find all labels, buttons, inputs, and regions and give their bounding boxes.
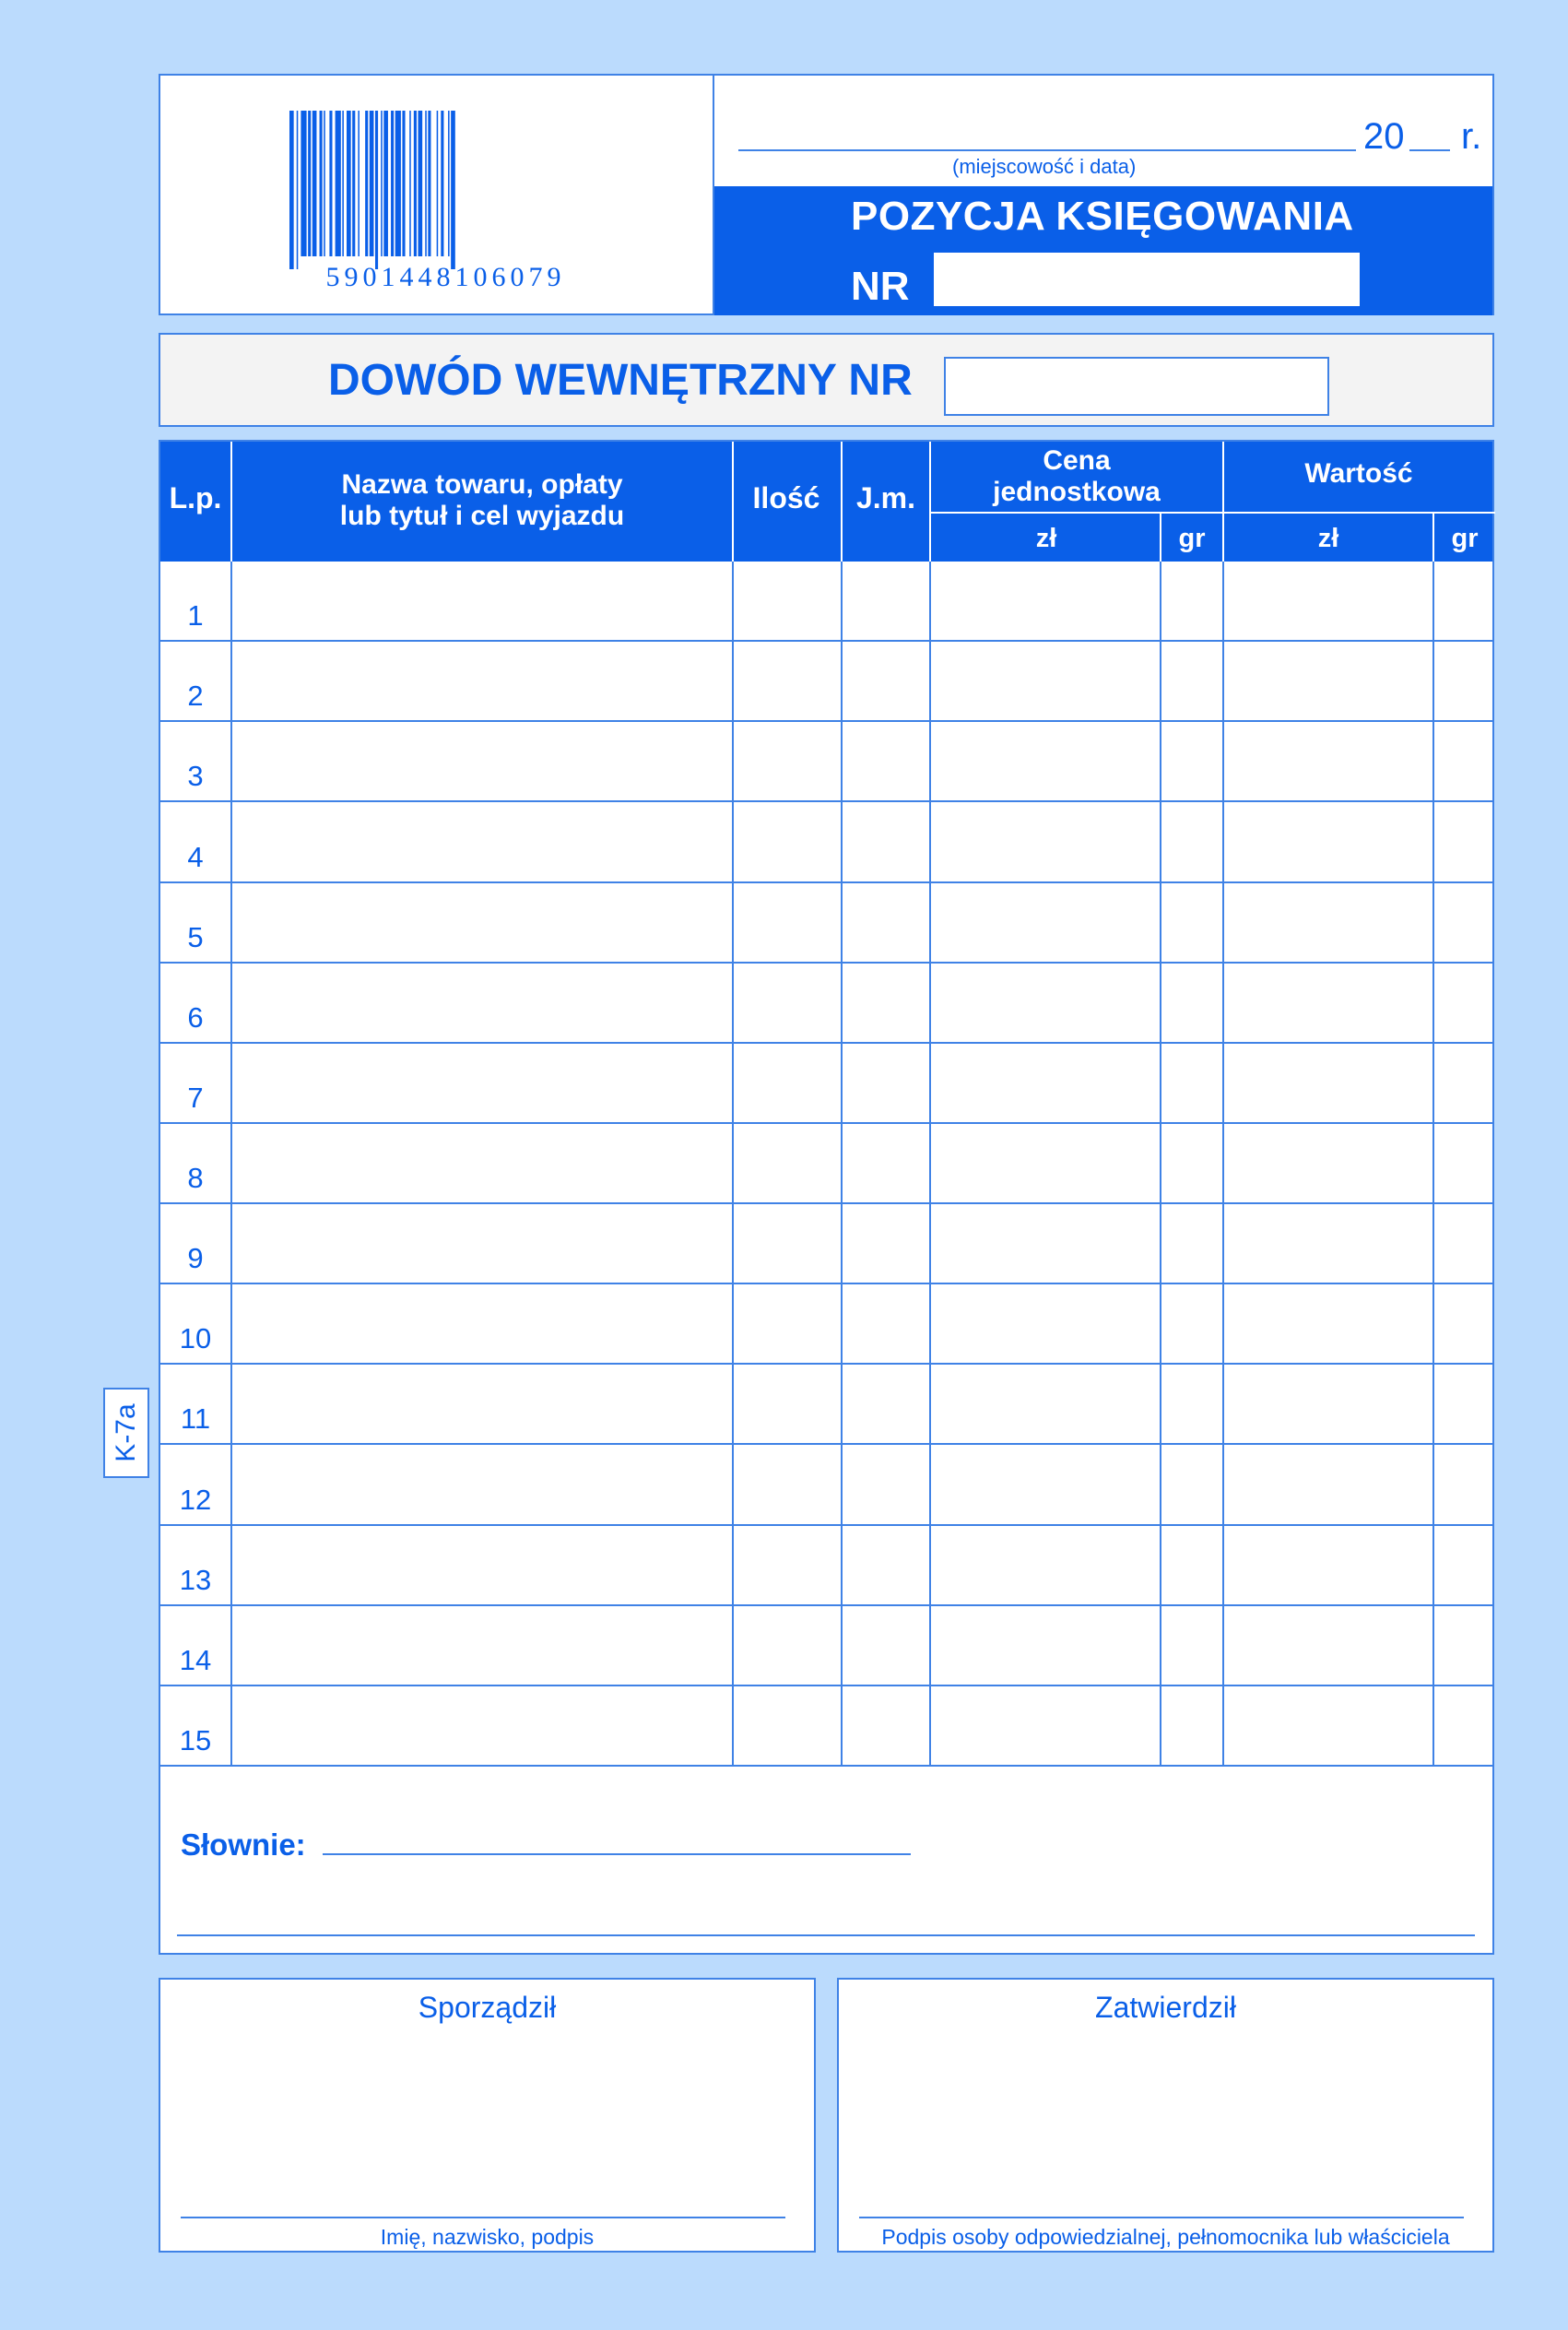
- barcode-bar: [352, 111, 355, 256]
- barcode-bar: [347, 111, 351, 256]
- table-row[interactable]: [160, 1284, 1492, 1365]
- header-price-line1: Cena: [1043, 445, 1111, 476]
- document-title-bar: [159, 333, 1494, 427]
- column-divider: [1222, 562, 1224, 1767]
- posting-nr-label: NR: [851, 264, 910, 309]
- row-number: 9: [187, 1242, 204, 1275]
- table-row[interactable]: [160, 642, 1492, 722]
- prepared-by-signature-field[interactable]: [181, 2217, 785, 2218]
- row-number: 3: [187, 760, 204, 793]
- row-number: 6: [187, 1000, 204, 1034]
- column-divider: [230, 562, 232, 1767]
- barcode-bar: [381, 111, 383, 256]
- barcode-bar: [289, 111, 294, 269]
- prepared-by-caption: Imię, nazwisko, podpis: [380, 2225, 595, 2249]
- barcode-bar: [324, 111, 325, 256]
- barcode-bar: [320, 111, 323, 256]
- header-unit: J.m.: [855, 481, 916, 514]
- posting-title: POZYCJA KSIĘGOWANIA: [851, 194, 1354, 239]
- year-field[interactable]: [1409, 149, 1450, 151]
- row-number: 1: [187, 599, 204, 633]
- table-row[interactable]: [160, 1686, 1492, 1767]
- row-number: 15: [179, 1723, 212, 1756]
- column-divider: [732, 562, 734, 1767]
- barcode-bar: [448, 111, 450, 256]
- barcode-bar: [428, 111, 430, 256]
- barcode-bar: [395, 111, 401, 256]
- barcode-bar: [336, 111, 341, 256]
- barcode-bar: [441, 111, 443, 256]
- barcode-bar: [451, 111, 455, 269]
- barcode-bar: [370, 111, 374, 256]
- table-row[interactable]: [160, 1044, 1492, 1124]
- posting-panel: [713, 74, 1494, 315]
- barcode-bar: [308, 111, 311, 256]
- barcode-bar: [375, 111, 378, 269]
- header-value-zl: zł: [1317, 524, 1339, 553]
- approved-by-signature-field[interactable]: [859, 2217, 1464, 2218]
- table-row[interactable]: [160, 883, 1492, 964]
- row-number: 14: [179, 1643, 212, 1676]
- barcode-bar: [419, 111, 423, 256]
- items-table: [159, 440, 1494, 1767]
- barcode-bar: [365, 111, 368, 256]
- row-number: 8: [187, 1162, 204, 1195]
- header-name-line2: lub tytuł i cel wyjazdu: [339, 501, 625, 531]
- row-number: 11: [180, 1402, 211, 1436]
- barcode-bar: [312, 111, 317, 256]
- barcode-bar: [402, 111, 405, 256]
- row-number: 2: [187, 680, 204, 713]
- row-number: 4: [187, 840, 204, 873]
- prepared-by-box: [159, 1978, 816, 2253]
- barcode-bar: [414, 111, 417, 256]
- header-value: Wartość: [1304, 458, 1413, 489]
- header-price: [931, 445, 1222, 508]
- barcode-number: 5901448106079: [325, 262, 566, 292]
- table-row[interactable]: [160, 722, 1492, 802]
- header-name: [232, 469, 732, 532]
- year-prefix: 20: [1363, 116, 1405, 157]
- document-nr-field[interactable]: [944, 357, 1329, 416]
- barcode-icon: [289, 111, 566, 269]
- row-number: 13: [179, 1563, 212, 1596]
- barcode-bar: [391, 111, 394, 256]
- barcode-panel: [159, 74, 714, 315]
- barcode-bar: [437, 111, 439, 256]
- table-row[interactable]: [160, 1365, 1492, 1445]
- row-number: 12: [179, 1483, 212, 1516]
- barcode-bar: [409, 111, 411, 256]
- form-code-tag: [103, 1388, 149, 1478]
- row-number: 5: [187, 920, 204, 953]
- column-divider: [1160, 562, 1161, 1767]
- approved-by-box: [837, 1978, 1494, 2253]
- table-row[interactable]: [160, 1606, 1492, 1686]
- posting-band: [714, 186, 1492, 315]
- amount-in-words-field[interactable]: [323, 1853, 911, 1855]
- column-divider: [841, 562, 843, 1767]
- table-row[interactable]: [160, 964, 1492, 1044]
- barcode-bar: [383, 111, 388, 256]
- place-date-label: (miejscowość i data): [952, 155, 1137, 178]
- header-value-gr: gr: [1451, 524, 1479, 553]
- barcode-bar: [301, 111, 306, 256]
- barcode-bar: [329, 111, 332, 256]
- header-lp: L.p.: [169, 481, 222, 514]
- barcode-bar: [342, 111, 344, 256]
- column-divider: [1432, 562, 1434, 1767]
- prepared-by-title: Sporządził: [418, 1991, 557, 2024]
- column-divider: [929, 562, 931, 1767]
- approved-by-caption: Podpis osoby odpowiedzialnej, pełnomocnika lub właściciela: [881, 2225, 1450, 2249]
- posting-nr-field[interactable]: [934, 253, 1360, 306]
- barcode-bar: [425, 111, 427, 256]
- form-code: K-7a: [111, 1403, 141, 1462]
- header-price-gr: gr: [1178, 524, 1206, 553]
- table-row[interactable]: [160, 1204, 1492, 1284]
- row-number: 10: [179, 1322, 212, 1355]
- amount-in-words-section: [159, 1767, 1494, 1955]
- approved-by-title: Zatwierdził: [1095, 1991, 1236, 2024]
- table-header: [160, 442, 1492, 562]
- table-row[interactable]: [160, 1445, 1492, 1525]
- row-number: 7: [187, 1081, 204, 1114]
- barcode-bar: [358, 111, 360, 256]
- header-price-zl: zł: [1035, 524, 1057, 553]
- table-row[interactable]: [160, 802, 1492, 882]
- amount-in-words-field-2[interactable]: [177, 1934, 1475, 1936]
- table-row[interactable]: [160, 562, 1492, 642]
- table-row[interactable]: [160, 1526, 1492, 1606]
- header-name-line1: Nazwa towaru, opłaty: [341, 469, 623, 500]
- table-row[interactable]: [160, 1124, 1492, 1204]
- year-suffix: r.: [1461, 116, 1482, 157]
- document-title: DOWÓD WEWNĘTRZNY NR: [328, 356, 913, 405]
- header-qty: Ilość: [752, 481, 820, 514]
- barcode-bar: [297, 111, 299, 269]
- header-price-line2: jednostkowa: [993, 477, 1161, 507]
- place-date-field[interactable]: [738, 149, 1356, 151]
- amount-in-words-label: Słownie:: [181, 1827, 306, 1862]
